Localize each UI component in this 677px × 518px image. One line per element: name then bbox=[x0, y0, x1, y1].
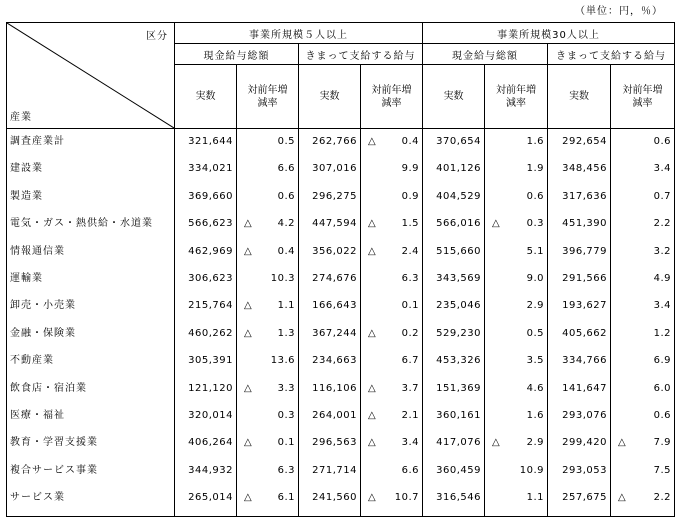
amount-value: 307,016 bbox=[312, 163, 357, 175]
decrease-triangle-icon bbox=[240, 352, 244, 379]
change-number: 0.4 bbox=[401, 136, 419, 147]
decrease-triangle-icon: △ bbox=[618, 492, 627, 504]
change-value bbox=[364, 407, 419, 434]
industry-label: 卸売・小売業 bbox=[10, 300, 76, 312]
change-number: 3.5 bbox=[526, 355, 544, 367]
subgroup-total-cash-30plus: 現金給与総額 bbox=[423, 44, 548, 65]
change-value bbox=[488, 133, 544, 160]
change-value bbox=[488, 215, 544, 242]
amount-value: 317,636 bbox=[562, 190, 607, 202]
change-number: 3.7 bbox=[401, 382, 419, 394]
amount-value: 404,529 bbox=[436, 190, 481, 202]
change-number: 1.6 bbox=[526, 136, 544, 147]
change-number: 0.6 bbox=[277, 190, 295, 202]
change-number: 0.1 bbox=[277, 437, 295, 449]
change-number: 9.0 bbox=[526, 272, 544, 284]
change-value bbox=[364, 325, 419, 352]
amount-value: 321,644 bbox=[188, 136, 233, 147]
col-header-amount: 実数 bbox=[299, 65, 361, 129]
corner-header bbox=[7, 23, 175, 129]
amount-value: 305,391 bbox=[188, 355, 233, 367]
change-number: 6.3 bbox=[277, 464, 295, 476]
change-number: 3.3 bbox=[277, 382, 295, 394]
decrease-triangle-icon: △ bbox=[368, 492, 377, 504]
change-number: 6.7 bbox=[401, 355, 419, 367]
decrease-triangle-icon: △ bbox=[244, 437, 253, 449]
change-value bbox=[240, 462, 295, 489]
change-value bbox=[240, 434, 295, 461]
amount-value: 515,660 bbox=[436, 245, 481, 257]
change-number: 13.6 bbox=[270, 355, 295, 367]
change-value bbox=[614, 325, 671, 352]
industry-label: 建設業 bbox=[10, 163, 43, 175]
decrease-triangle-icon bbox=[614, 270, 618, 297]
decrease-triangle-icon bbox=[364, 462, 368, 489]
decrease-triangle-icon: △ bbox=[244, 245, 253, 257]
amount-value: 296,275 bbox=[312, 190, 357, 202]
col-header-change: 対前年増 減率 bbox=[485, 65, 548, 129]
change-number: 1.2 bbox=[653, 327, 672, 339]
decrease-triangle-icon bbox=[488, 462, 492, 489]
group-header-row bbox=[7, 23, 675, 44]
change-value bbox=[488, 380, 544, 407]
change-number: 3.2 bbox=[653, 245, 672, 257]
corner-label-industry: 産業 bbox=[10, 112, 32, 123]
change-number: 10.3 bbox=[270, 272, 295, 284]
corner-label-category: 区分 bbox=[146, 31, 168, 42]
amount-value: 360,161 bbox=[436, 409, 481, 421]
decrease-triangle-icon bbox=[240, 133, 244, 160]
change-number: 0.3 bbox=[526, 218, 544, 230]
change-number: 1.1 bbox=[277, 300, 295, 312]
unit-note: （単位：円，％） bbox=[575, 6, 663, 17]
change-value bbox=[240, 380, 295, 407]
change-number: 0.6 bbox=[653, 409, 672, 421]
decrease-triangle-icon bbox=[364, 270, 368, 297]
change-number: 0.9 bbox=[401, 190, 419, 202]
decrease-triangle-icon bbox=[240, 188, 244, 215]
change-number: 2.4 bbox=[401, 245, 419, 257]
amount-value: 271,714 bbox=[312, 464, 357, 476]
amount-value: 462,969 bbox=[188, 245, 233, 257]
amount-value: 417,076 bbox=[436, 437, 481, 449]
amount-value: 396,779 bbox=[562, 245, 607, 257]
amount-value: 356,022 bbox=[312, 245, 357, 257]
decrease-triangle-icon bbox=[614, 133, 618, 160]
group-header-5plus: 事業所規模５人以上 bbox=[175, 23, 423, 44]
amount-value: 274,676 bbox=[312, 272, 357, 284]
decrease-triangle-icon bbox=[614, 160, 618, 187]
change-number: 7.5 bbox=[653, 464, 672, 476]
decrease-triangle-icon bbox=[614, 325, 618, 352]
decrease-triangle-icon bbox=[240, 462, 244, 489]
decrease-triangle-icon bbox=[240, 407, 244, 434]
amount-value: 343,569 bbox=[436, 272, 481, 284]
amount-value: 262,766 bbox=[312, 136, 357, 147]
amount-value: 292,654 bbox=[562, 136, 607, 147]
decrease-triangle-icon bbox=[614, 243, 618, 270]
change-number: 6.3 bbox=[401, 272, 419, 284]
amount-value: 293,053 bbox=[562, 464, 607, 476]
col-header-change: 対前年増 減率 bbox=[611, 65, 675, 129]
industry-label: 情報通信業 bbox=[10, 245, 65, 257]
change-value bbox=[240, 297, 295, 324]
change-number: 6.1 bbox=[277, 492, 295, 504]
industry-column bbox=[7, 129, 175, 517]
change-value bbox=[488, 297, 544, 324]
amount-value: 306,623 bbox=[188, 272, 233, 284]
change-column bbox=[485, 129, 548, 517]
change-number: 2.2 bbox=[653, 218, 672, 230]
decrease-triangle-icon bbox=[488, 243, 492, 270]
change-column bbox=[611, 129, 675, 517]
amount-value: 460,262 bbox=[188, 327, 233, 339]
change-value bbox=[240, 352, 295, 379]
change-value bbox=[240, 489, 295, 516]
col-header-change: 対前年増 減率 bbox=[361, 65, 423, 129]
industry-label: 運輸業 bbox=[10, 272, 43, 284]
industry-label: 不動産業 bbox=[10, 355, 54, 367]
col-header-change: 対前年増 減率 bbox=[237, 65, 299, 129]
amount-value: 166,643 bbox=[312, 300, 357, 312]
decrease-triangle-icon bbox=[488, 160, 492, 187]
amount-value: 447,594 bbox=[312, 218, 357, 230]
change-value bbox=[614, 188, 671, 215]
change-column bbox=[361, 129, 423, 517]
amount-value: 367,244 bbox=[312, 327, 357, 339]
change-value bbox=[488, 489, 544, 516]
change-value bbox=[614, 297, 671, 324]
industry-label: 電気・ガス・熱供給・水道業 bbox=[10, 218, 153, 230]
amount-column bbox=[548, 129, 611, 517]
change-number: 6.0 bbox=[653, 382, 672, 394]
change-value bbox=[364, 489, 419, 516]
decrease-triangle-icon bbox=[488, 133, 492, 160]
change-value bbox=[240, 243, 295, 270]
change-number: 2.2 bbox=[653, 492, 672, 504]
decrease-triangle-icon: △ bbox=[618, 437, 627, 449]
col-header-amount: 実数 bbox=[548, 65, 611, 129]
change-number: 2.9 bbox=[526, 300, 544, 312]
decrease-triangle-icon bbox=[364, 297, 368, 324]
decrease-triangle-icon: △ bbox=[368, 382, 377, 394]
change-number: 4.6 bbox=[526, 382, 544, 394]
decrease-triangle-icon bbox=[364, 188, 368, 215]
industry-label: サービス業 bbox=[10, 492, 65, 504]
amount-column bbox=[299, 129, 361, 517]
subgroup-regular-pay-30plus: きまって支給する給与 bbox=[548, 44, 675, 65]
amount-value: 141,647 bbox=[562, 382, 607, 394]
change-value bbox=[364, 215, 419, 242]
decrease-triangle-icon: △ bbox=[244, 218, 253, 230]
change-value bbox=[614, 489, 671, 516]
amount-value: 215,764 bbox=[188, 300, 233, 312]
change-value bbox=[488, 352, 544, 379]
decrease-triangle-icon bbox=[614, 462, 618, 489]
change-value bbox=[240, 270, 295, 297]
group-header-30plus: 事業所規模30人以上 bbox=[423, 23, 675, 44]
change-value bbox=[364, 462, 419, 489]
decrease-triangle-icon bbox=[488, 407, 492, 434]
decrease-triangle-icon: △ bbox=[244, 300, 253, 312]
industry-label: 複合サービス事業 bbox=[10, 464, 98, 476]
amount-value: 566,016 bbox=[436, 218, 481, 230]
change-number: 0.6 bbox=[653, 136, 672, 147]
change-value bbox=[240, 188, 295, 215]
amount-value: 257,675 bbox=[562, 492, 607, 504]
amount-value: 193,627 bbox=[562, 300, 607, 312]
change-value bbox=[364, 133, 419, 160]
amount-value: 235,046 bbox=[436, 300, 481, 312]
change-number: 2.9 bbox=[526, 437, 544, 449]
amount-value: 451,390 bbox=[562, 218, 607, 230]
amount-value: 296,563 bbox=[312, 437, 357, 449]
change-value bbox=[240, 215, 295, 242]
decrease-triangle-icon: △ bbox=[368, 245, 377, 257]
subgroup-total-cash-5plus: 現金給与総額 bbox=[175, 44, 299, 65]
change-value bbox=[364, 243, 419, 270]
industry-label: 調査産業計 bbox=[10, 136, 65, 147]
change-number: 2.1 bbox=[401, 409, 419, 421]
change-number: 5.1 bbox=[526, 245, 544, 257]
change-value bbox=[364, 188, 419, 215]
change-number: 0.3 bbox=[277, 409, 295, 421]
amount-column bbox=[175, 129, 237, 517]
change-value bbox=[614, 380, 671, 407]
industry-label: 医療・福祉 bbox=[10, 409, 65, 421]
change-number: 3.4 bbox=[653, 163, 672, 175]
decrease-triangle-icon bbox=[488, 325, 492, 352]
decrease-triangle-icon bbox=[364, 160, 368, 187]
change-value bbox=[614, 243, 671, 270]
decrease-triangle-icon bbox=[240, 270, 244, 297]
amount-value: 234,663 bbox=[312, 355, 357, 367]
change-number: 3.4 bbox=[401, 437, 419, 449]
decrease-triangle-icon: △ bbox=[244, 327, 253, 339]
industry-label: 製造業 bbox=[10, 190, 43, 202]
change-value bbox=[364, 434, 419, 461]
col-header-amount: 実数 bbox=[423, 65, 485, 129]
amount-value: 401,126 bbox=[436, 163, 481, 175]
decrease-triangle-icon bbox=[488, 270, 492, 297]
amount-value: 316,546 bbox=[436, 492, 481, 504]
change-number: 4.2 bbox=[277, 218, 295, 230]
decrease-triangle-icon: △ bbox=[368, 136, 377, 147]
amount-value: 265,014 bbox=[188, 492, 233, 504]
change-value bbox=[614, 352, 671, 379]
change-value bbox=[614, 270, 671, 297]
change-value bbox=[364, 270, 419, 297]
change-number: 0.4 bbox=[277, 245, 295, 257]
change-value bbox=[364, 352, 419, 379]
change-value bbox=[614, 434, 671, 461]
change-number: 6.6 bbox=[401, 464, 419, 476]
amount-value: 369,660 bbox=[188, 190, 233, 202]
amount-value: 320,014 bbox=[188, 409, 233, 421]
change-number: 6.9 bbox=[653, 355, 672, 367]
decrease-triangle-icon bbox=[240, 160, 244, 187]
amount-value: 334,766 bbox=[562, 355, 607, 367]
change-value bbox=[488, 325, 544, 352]
amount-value: 566,623 bbox=[188, 218, 233, 230]
change-number: 1.6 bbox=[526, 409, 544, 421]
amount-value: 241,560 bbox=[312, 492, 357, 504]
amount-value: 348,456 bbox=[562, 163, 607, 175]
change-value bbox=[488, 270, 544, 297]
decrease-triangle-icon bbox=[614, 297, 618, 324]
table-body-row bbox=[7, 129, 675, 517]
decrease-triangle-icon: △ bbox=[244, 492, 253, 504]
change-number: 6.6 bbox=[277, 163, 295, 175]
change-number: 4.9 bbox=[653, 272, 672, 284]
decrease-triangle-icon: △ bbox=[368, 327, 377, 339]
change-value bbox=[240, 160, 295, 187]
decrease-triangle-icon bbox=[488, 297, 492, 324]
change-number: 1.5 bbox=[401, 218, 419, 230]
change-value bbox=[614, 407, 671, 434]
change-column bbox=[237, 129, 299, 517]
subgroup-regular-pay-5plus: きまって支給する給与 bbox=[299, 44, 423, 65]
col-header-amount: 実数 bbox=[175, 65, 237, 129]
change-value bbox=[614, 133, 671, 160]
change-number: 0.7 bbox=[653, 190, 672, 202]
change-number: 7.9 bbox=[653, 437, 672, 449]
decrease-triangle-icon: △ bbox=[244, 382, 253, 394]
change-value bbox=[240, 407, 295, 434]
change-value bbox=[488, 188, 544, 215]
amount-value: 291,566 bbox=[562, 272, 607, 284]
amount-value: 299,420 bbox=[562, 437, 607, 449]
amount-value: 151,369 bbox=[436, 382, 481, 394]
decrease-triangle-icon: △ bbox=[368, 218, 377, 230]
change-number: 0.6 bbox=[526, 190, 544, 202]
decrease-triangle-icon: △ bbox=[492, 437, 501, 449]
industry-label: 金融・保険業 bbox=[10, 327, 76, 339]
change-value bbox=[240, 133, 295, 160]
wage-table bbox=[6, 22, 675, 517]
decrease-triangle-icon bbox=[488, 380, 492, 407]
change-value bbox=[364, 160, 419, 187]
decrease-triangle-icon bbox=[488, 352, 492, 379]
amount-value: 264,001 bbox=[312, 409, 357, 421]
amount-column bbox=[423, 129, 485, 517]
change-value bbox=[488, 434, 544, 461]
change-number: 0.1 bbox=[401, 300, 419, 312]
decrease-triangle-icon bbox=[614, 215, 618, 242]
decrease-triangle-icon bbox=[614, 407, 618, 434]
change-value bbox=[364, 380, 419, 407]
change-number: 10.7 bbox=[394, 492, 419, 504]
change-number: 1.1 bbox=[526, 492, 544, 504]
decrease-triangle-icon: △ bbox=[368, 409, 377, 421]
amount-value: 116,106 bbox=[312, 382, 357, 394]
amount-value: 334,021 bbox=[188, 163, 233, 175]
change-value bbox=[488, 407, 544, 434]
change-number: 3.4 bbox=[653, 300, 672, 312]
amount-value: 360,459 bbox=[436, 464, 481, 476]
change-number: 9.9 bbox=[401, 163, 419, 175]
decrease-triangle-icon bbox=[488, 188, 492, 215]
decrease-triangle-icon: △ bbox=[492, 218, 501, 230]
amount-value: 529,230 bbox=[436, 327, 481, 339]
amount-value: 406,264 bbox=[188, 437, 233, 449]
amount-value: 453,326 bbox=[436, 355, 481, 367]
change-number: 0.5 bbox=[277, 136, 295, 147]
change-number: 1.3 bbox=[277, 327, 295, 339]
amount-value: 344,932 bbox=[188, 464, 233, 476]
change-number: 10.9 bbox=[519, 464, 544, 476]
amount-value: 405,662 bbox=[562, 327, 607, 339]
change-value bbox=[364, 297, 419, 324]
change-number: 1.9 bbox=[526, 163, 544, 175]
decrease-triangle-icon bbox=[614, 188, 618, 215]
change-value bbox=[488, 462, 544, 489]
change-number: 0.5 bbox=[526, 327, 544, 339]
change-number: 0.2 bbox=[401, 327, 419, 339]
change-value bbox=[240, 325, 295, 352]
change-value bbox=[614, 215, 671, 242]
decrease-triangle-icon bbox=[364, 352, 368, 379]
industry-label: 飲食店・宿泊業 bbox=[10, 382, 87, 394]
industry-label: 教育・学習支援業 bbox=[10, 437, 98, 449]
decrease-triangle-icon bbox=[614, 380, 618, 407]
amount-value: 293,076 bbox=[562, 409, 607, 421]
change-value bbox=[488, 243, 544, 270]
change-value bbox=[614, 462, 671, 489]
decrease-triangle-icon bbox=[488, 489, 492, 516]
decrease-triangle-icon: △ bbox=[368, 437, 377, 449]
change-value bbox=[614, 160, 671, 187]
amount-value: 370,654 bbox=[436, 136, 481, 147]
decrease-triangle-icon bbox=[614, 352, 618, 379]
amount-value: 121,120 bbox=[188, 382, 233, 394]
change-value bbox=[488, 160, 544, 187]
